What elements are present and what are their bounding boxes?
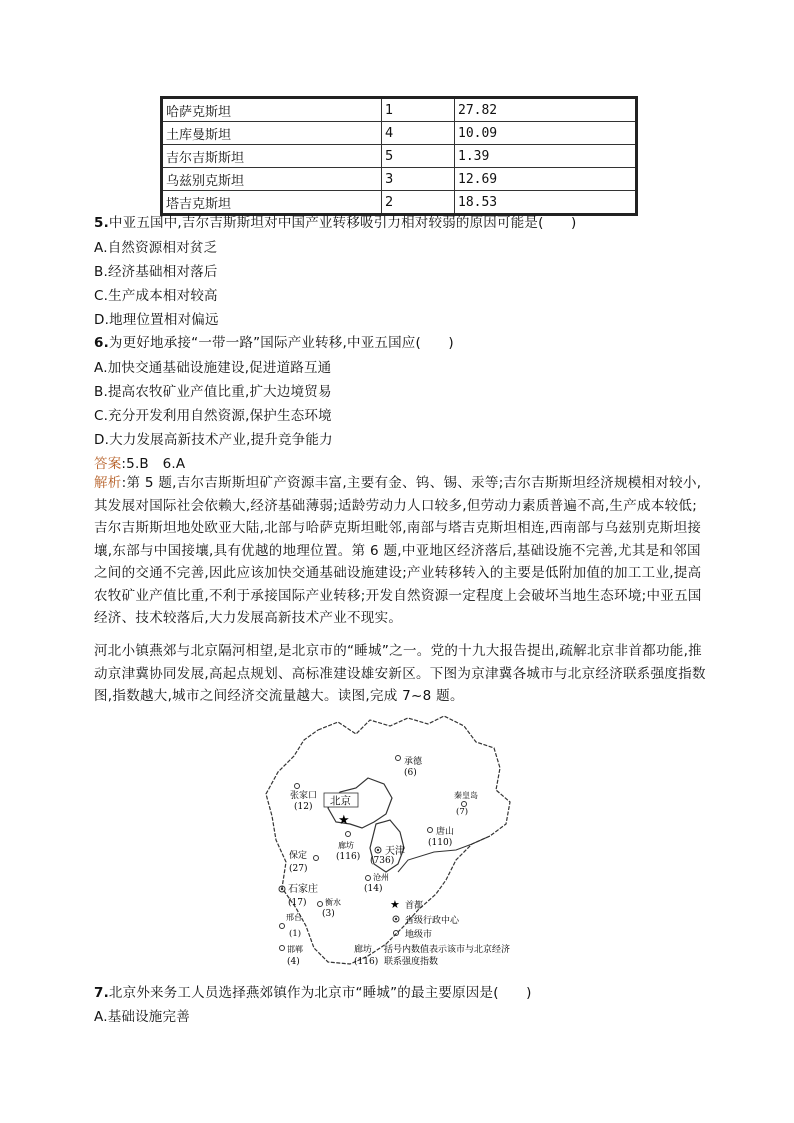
rank-cell: 2 [382, 191, 455, 215]
answer-label: 答案 [94, 456, 122, 472]
jingjinji-map [258, 712, 558, 972]
prefecture-city-icon [314, 856, 319, 861]
legend-provincial: 省级行政中心 [405, 916, 460, 926]
question-number: 6. [94, 335, 109, 351]
value-cell: 1.39 [455, 145, 637, 168]
capital-star-icon: ★ [338, 813, 350, 828]
prefecture-city-icon [396, 756, 401, 761]
city-index: (17) [288, 898, 307, 908]
city-name: 邯郸 [287, 945, 303, 954]
value-cell: 27.82 [455, 98, 637, 122]
table-row [162, 168, 637, 191]
prefecture-city-icon [280, 946, 285, 951]
rank-cell: 3 [382, 168, 455, 191]
q6-option-c: C.充分开发利用自然资源,保护生态环境 [94, 408, 332, 424]
city-name: 张家口 [290, 791, 318, 801]
answer-line [94, 452, 185, 472]
q5-option-d: D.地理位置相对偏远 [94, 312, 219, 328]
value-cell: 12.69 [455, 168, 637, 191]
city-index: (4) [287, 957, 300, 967]
q7-option-a: A.基础设施完善 [94, 1009, 190, 1025]
city-name: 唐山 [436, 827, 455, 837]
answer-value: :5.B 6.A [121, 456, 186, 472]
country-cell: 哈萨克斯坦 [162, 98, 382, 122]
city-index: (736) [370, 856, 395, 866]
city-name: 秦皇岛 [454, 791, 478, 800]
question-5-stem [94, 211, 576, 231]
country-data-table [160, 96, 638, 216]
prefecture-city-icon [295, 784, 300, 789]
legend-capital: 首都 [405, 901, 424, 911]
question-number: 5. [94, 215, 109, 231]
table-row [162, 122, 637, 145]
legend-note: 联系强度指数 [384, 957, 439, 967]
city-name: 衡水 [325, 898, 341, 907]
country-cell: 乌兹别克斯坦 [162, 168, 382, 191]
city-index: (7) [456, 807, 469, 817]
value-cell: 10.09 [455, 122, 637, 145]
prefecture-city-icon [318, 902, 323, 907]
question-7-stem [94, 981, 532, 1001]
intro-paragraph: 河北小镇燕郊与北京隔河相望,是北京市的“睡城”之一。党的十九大报告提出,疏解北京非首都功能,推动京津冀协同发展,高起点规划、高标准建设雄安新区。下图为京津冀各城市与北京经济联系强度指数图,指数越大,城市之间经济交流量越大。读图,完成 7~8 题。 [94, 643, 706, 704]
q6-option-b: B.提高农牧矿业产值比重,扩大边境贸易 [94, 384, 332, 400]
question-text: 中亚五国中,吉尔吉斯斯坦对中国产业转移吸引力相对较弱的原因可能是( ) [108, 215, 577, 231]
q5-option-b: B.经济基础相对落后 [94, 264, 218, 280]
city-index: (27) [289, 864, 308, 874]
country-cell: 塔吉克斯坦 [162, 191, 382, 215]
city-name: 天津 [385, 846, 405, 857]
table-row [162, 98, 637, 122]
city-name: 承德 [404, 757, 423, 767]
prefecture-city-icon [346, 832, 351, 837]
country-cell: 土库曼斯坦 [162, 122, 382, 145]
legend-sample-city: 廊坊 [354, 945, 373, 955]
city-index: (6) [404, 768, 417, 778]
legend-star-icon: ★ [390, 898, 400, 911]
city-name: 邢台 [286, 913, 302, 922]
legend-prefecture: 地级市 [405, 930, 433, 940]
prefecture-city-icon [462, 802, 467, 807]
city-index: (1) [289, 929, 302, 939]
rank-cell: 1 [382, 98, 455, 122]
city-name: 石家庄 [288, 884, 318, 895]
city-index: (12) [294, 802, 313, 812]
analysis-text: :第 5 题,吉尔吉斯斯坦矿产资源丰富,主要有金、钨、锡、汞等;吉尔吉斯斯坦经济规模相对较小,其发展对国际社会依赖大,经济基础薄弱;适龄劳动力人口较多,但劳动力素质普遍不高,生产成本较低;吉尔吉斯斯坦地处欧亚大陆,北部与哈萨克斯坦毗邻,南部与塔吉克斯坦相连,西南部与乌兹别克斯坦接壤,东部与中国接壤,具有优越的地理位置。第 6 题,中亚地区经济落后,基础设施不完善,尤其是和邻国之间的交通不完善,因此应该加快交通基础设施建设;产业转移转入的主要是低附加值的加工工业,提高农牧矿业产值比重,不利于承接国际产业转移;开发自然资源一定程度上会破坏当地生态环境;中亚五国经济、技术较落后,大力发展高新技术产业不现实。 [94, 475, 702, 626]
city-name: 北京 [330, 795, 351, 807]
q5-option-a: A.自然资源相对贫乏 [94, 240, 218, 256]
country-cell: 吉尔吉斯斯坦 [162, 145, 382, 168]
legend-sample-index: (116) [354, 957, 379, 967]
city-index: (3) [322, 909, 335, 919]
analysis-label: 解析 [94, 475, 122, 491]
prefecture-city-icon [366, 876, 371, 881]
table-row [162, 145, 637, 168]
city-name: 廊坊 [338, 841, 354, 850]
value-cell: 18.53 [455, 191, 637, 215]
city-name: 沧州 [373, 873, 389, 882]
q5-option-c: C.生产成本相对较高 [94, 288, 218, 304]
question-6-stem [94, 331, 454, 351]
city-index: (110) [428, 838, 453, 848]
city-index: (116) [336, 852, 361, 862]
q6-option-a: A.加快交通基础设施建设,促进道路互通 [94, 360, 332, 376]
legend-note: 括号内数值表示该市与北京经济 [384, 945, 511, 955]
prefecture-city-icon [428, 828, 433, 833]
rank-cell: 5 [382, 145, 455, 168]
hebei-outline [266, 716, 510, 964]
q6-option-d: D.大力发展高新技术产业,提升竞争能力 [94, 432, 333, 448]
city-name: 保定 [289, 851, 308, 861]
prefecture-city-icon [280, 924, 285, 929]
question-number: 7. [94, 985, 109, 1001]
analysis-paragraph [94, 472, 710, 630]
question-text: 北京外来务工人员选择燕郊镇作为北京市“睡城”的最主要原因是( ) [108, 985, 532, 1001]
question-text: 为更好地承接“一带一路”国际产业转移,中亚五国应( ) [108, 335, 454, 351]
rank-cell: 4 [382, 122, 455, 145]
city-index: (14) [364, 884, 383, 894]
